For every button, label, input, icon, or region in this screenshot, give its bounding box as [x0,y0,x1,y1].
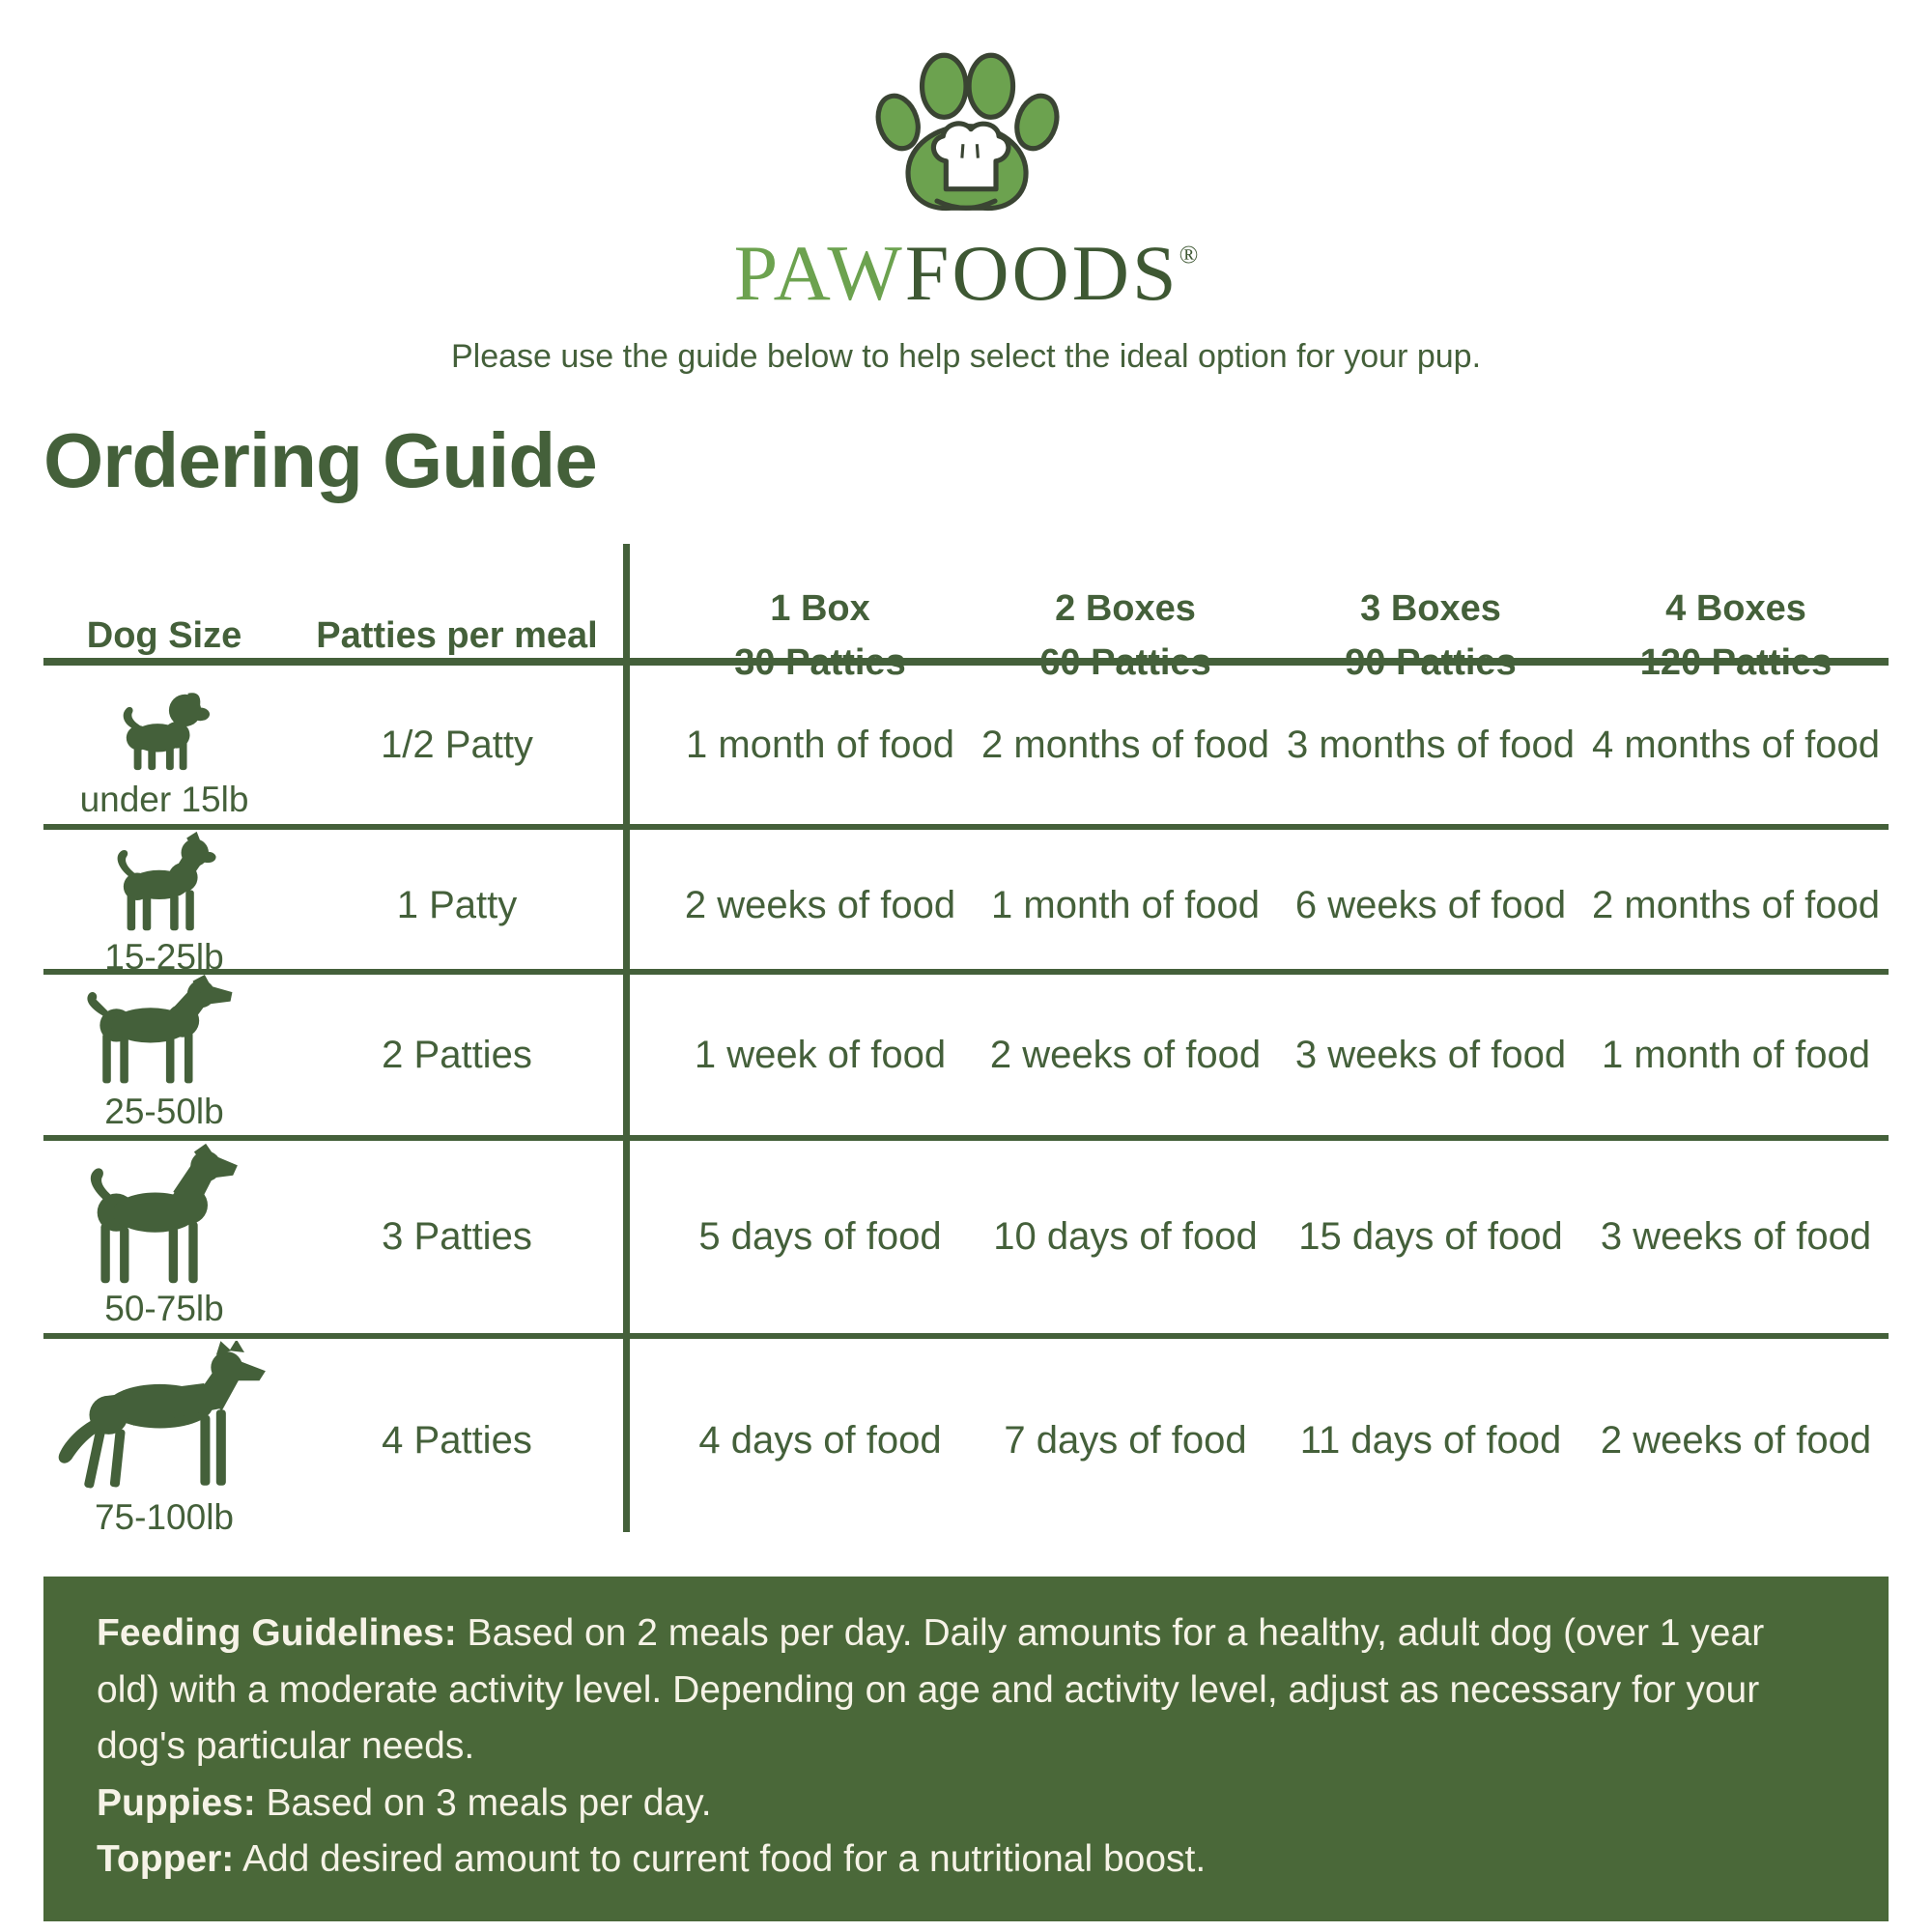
registered-trademark: ® [1179,241,1199,269]
value-cell: 3 months of food [1287,723,1575,766]
value-cell: 2 months of food [1592,884,1880,926]
header [0,0,1932,376]
dog-size-label: 15-25lb [104,937,224,977]
vertical-divider [623,544,630,1532]
value-cell: 4 months of food [1592,723,1880,766]
page-title: Ordering Guide [43,417,597,503]
col-header-line1: 2 Boxes [1055,588,1196,629]
dog-size-cell [43,975,285,1136]
col-header-line2: 60 Patties [1039,641,1211,683]
dog-size-label: 75-100lb [94,1497,234,1537]
puppies-body: Based on 3 meals per day. [255,1781,712,1824]
subtitle: Please use the guide below to help select the ideal option for your pup. [450,338,1482,375]
feeding-guidelines-label: Feeding Guidelines: [97,1612,457,1654]
puppy-icon [112,683,216,778]
patties-cell: 1 Patty [396,884,518,926]
col-header-line2: 90 Patties [1345,641,1517,683]
paw-chef-hat-logo-icon [851,48,1081,228]
value-cell: 3 weeks of food [1294,1034,1567,1076]
value-cell: 6 weeks of food [1294,884,1567,926]
patties-cell: 2 Patties [382,1034,532,1076]
dog-size-label: 50-75lb [104,1289,224,1328]
brand-foods: FOODS [904,229,1179,317]
col-header-line2: 120 Patties [1639,641,1833,683]
value-cell: 1 month of food [1602,1034,1870,1076]
value-cell: 10 days of food [993,1215,1258,1258]
table-row-75-100lb [43,1339,1889,1542]
small-dog-icon [102,830,226,935]
value-cell: 2 weeks of food [1600,1418,1872,1462]
col-header-2-boxes [973,586,1278,686]
value-cell: 2 months of food [981,723,1269,766]
feeding-guidelines-body: Based on 2 meals per day. Daily amounts for a healthy, adult dog (over 1 year old) with a moderate activity level. Depending on age and activity level, adjust as necessary for your dog's particular needs. [97,1612,1765,1767]
value-cell: 1 month of food [686,723,954,766]
table-header-row [43,538,1889,683]
col-header-patties-per-meal: Patties per meal [316,614,598,656]
table-row-25-50lb [43,975,1889,1135]
topper-body: Add desired amount to current food for a nutritional boost. [234,1838,1207,1880]
col-header-line1: 3 Boxes [1360,588,1501,629]
table-row-15-25lb [43,830,1889,977]
patties-cell: 1/2 Patty [381,723,533,766]
value-cell: 5 days of food [698,1215,942,1258]
value-cell: 15 days of food [1298,1215,1563,1258]
feeding-guidelines-text [97,1605,1835,1776]
col-header-line1: 1 Box [770,588,870,629]
col-header-dog-size: Dog Size [86,614,242,656]
medium-dog-icon [81,975,247,1090]
value-cell: 1 week of food [694,1034,947,1076]
col-header-line1: 4 Boxes [1665,588,1806,629]
puppies-label: Puppies: [97,1781,256,1824]
dog-size-label: 25-50lb [104,1092,224,1131]
table-row-50-75lb [43,1141,1889,1333]
puppies-text [97,1776,1835,1833]
feeding-guidelines-panel [43,1577,1889,1921]
value-cell: 4 days of food [698,1418,942,1462]
brand-wordmark [0,229,1932,317]
ordering-guide-table [43,538,1889,1542]
dog-size-cell [43,1339,285,1542]
value-cell: 7 days of food [1004,1418,1247,1462]
large-dog-icon [78,1142,250,1287]
dog-size-cell [43,666,285,824]
value-cell: 11 days of food [1299,1418,1562,1462]
patties-cell: 4 Patties [382,1418,532,1462]
value-cell: 3 weeks of food [1600,1215,1872,1258]
value-cell: 1 month of food [991,884,1260,926]
col-header-3-boxes [1278,586,1583,686]
dog-size-label: under 15lb [79,780,249,819]
topper-label: Topper: [97,1838,235,1880]
col-header-line2: 30 Patties [734,641,906,683]
col-header-1-box [668,586,973,686]
table-row-under-15lb [43,666,1889,824]
topper-text [97,1832,1835,1889]
dog-size-cell [43,1141,285,1333]
value-cell: 2 weeks of food [989,1034,1262,1076]
col-header-4-boxes [1583,586,1889,686]
value-cell: 2 weeks of food [684,884,956,926]
patties-cell: 3 Patties [382,1215,532,1258]
xl-dog-icon [54,1341,274,1495]
brand-paw: PAW [733,229,905,317]
dog-size-cell [43,830,285,981]
